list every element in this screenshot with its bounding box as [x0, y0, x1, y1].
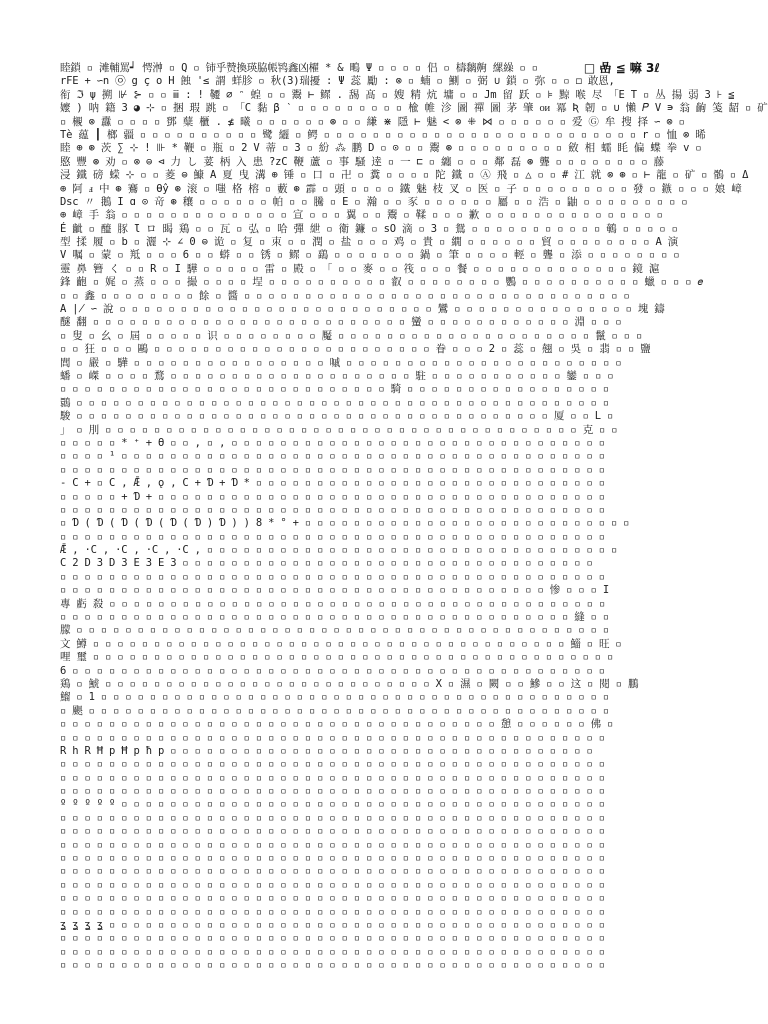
text-line: 6 ▫ ▫ ▫ ▫ ▫ ▫ ▫ ▫ ▫ ▫ ▫ ▫ ▫ ▫ ▫ ▫ ▫ ▫ ▫ ▫ ▫ ▫ ▫ ▫ ▫ ▫ ▫ ▫ ▫ ▫ ▫ ▫ ▫ ▫ ▫ ▫ ▫ ▫ ▫ ▫ ▫ ▫ ▫ ▫: [60, 664, 605, 677]
text-line: ▫ ▫ ▫ ▫ ▫ ▫ ▫ ▫ ▫ ▫ ▫ ▫ ▫ ▫ ▫ ▫ ▫ ▫ ▫ ▫ ▫ ▫ ▫ ▫ ▫ ▫ ▫ ▫ ▫ ▫ ▫ ▫ ▫ ▫ ▫ ▫ ▫ ▫ ▫ ▫ ▫ ▫ ▫ ▫ ▫: [60, 463, 605, 476]
text-line: ʓ ʓ ʓ ʓ ▫ ▫ ▫ ▫ ▫ ▫ ▫ ▫ ▫ ▫ ▫ ▫ ▫ ▫ ▫ ▫ ▫ ▫ ▫ ▫ ▫ ▫ ▫ ▫ ▫ ▫ ▫ ▫ ▫ ▫ ▫ ▫ ▫ ▫ ▫ ▫ ▫ ▫ ▫ ▫ ▫: [60, 919, 605, 931]
text-line: 型 揉 履 ▫ b ▫ 灑 ⊹ ∠ 0 ⊜ 诡 ▫ 复 ▫ 朿 ▫ ▫ 潤 ▫ 盐 ▫ ▫ ▫ 鸡 ▫ 貴 ▫ 繝 ▫ ▫ ▫ ▫ ▫ ▫ 貿 ▫ ▫ ▫ ▫ ▫ ▫ ▫ ▫ A 演: [60, 236, 679, 249]
text-line: 睦 ⊕ ⊛ 茨 ∑ ⊹ ! ⊪ * 鞭 ▫ 瓶 ▫ 2 V 蒂 ▫ 3 ▫ 紛 ⁂ 鹏 D ▫ ⊙ ▫ ▫ 鬻 ⊛ ▫ ▫ ▫ ▫ ▫ ▫ ▫ ▫ ▫ 斂 相 蠕 眊 偏 蝶 拳 v ▫: [60, 142, 702, 155]
text-line: ▫ ▫ ▫ ▫ ▫ ▫ ▫ ▫ ▫ ▫ ▫ ▫ ▫ ▫ ▫ ▫ ▫ ▫ ▫ ▫ ▫ ▫ ▫ ▫ ▫ ▫ ▫ ▫ ▫ ▫ ▫ ▫ ▫ ▫ ▫ ▫ ▫ ▫ ▫ ▫ ▫ ▫ ▫ ▫ ▫: [60, 785, 605, 798]
text-line: 睦鎖 ▫ 滩輔罵┙ 愕浺 ▫ Q ▫ 铈乎赞換瑛脇帳鸨鑫凶櫂 * & 鴫 Ψ ▫ ▫ ▫ ▫ 侣 ▫ 檮黐齁 縲繰 ▫ ▫: [60, 62, 538, 74]
text-line: ▫ ▫ ▫ ▫ ▫ ▫ ▫ ▫ ▫ ▫ ▫ ▫ ▫ ▫ ▫ ▫ ▫ ▫ ▫ ▫ ▫ ▫ ▫ ▫ ▫ ▫ ▫ ▫ ▫ ▫ ▫ ▫ ▫ ▫ ▫ ▫ ▫ ▫ ▫ ▫ ▫ ▫ ▫ ▫ ▫: [60, 758, 605, 771]
text-line: ▫ ▫ ▫ ▫ ▫ ▫ ▫ ▫ ▫ ▫ ▫ ▫ ▫ ▫ ▫ ▫ ▫ ▫ ▫ ▫ ▫ ▫ ▫ ▫ ▫ ▫ ▫ ▫ ▫ ▫ ▫ ▫ ▫ ▫ ▫ ▫ ▫ ▫ ▫ ▫ ▫ ▫ ▫ ▫ ▫: [60, 503, 605, 516]
text-line: º º º º º ▫ ▫ ▫ ▫ ▫ ▫ ▫ ▫ ▫ ▫ ▫ ▫ ▫ ▫ ▫ ▫ ▫ ▫ ▫ ▫ ▫ ▫ ▫ ▫ ▫ ▫ ▫ ▫ ▫ ▫ ▫ ▫ ▫ ▫ ▫ ▫ ▫ ▫ ▫ ▫: [60, 798, 605, 811]
text-line: ▫ ▫ ▫ ▫ ▫ ▫ ▫ ▫ ▫ ▫ ▫ ▫ ▫ ▫ ▫ ▫ ▫ ▫ ▫ ▫ ▫ ▫ ▫ ▫ ▫ ▫ ▫ ▫ ▫ ▫ ▫ ▫ ▫ ▫ ▫ ▫ ▫ ▫ ▫ ▫ ▫ ▫ ▫ ▫ ▫: [60, 811, 605, 824]
text-line: A ∤ ∽ 說 ▫ ▫ ▫ ▫ ▫ ▫ ▫ ▫ ▫ ▫ ▫ ▫ ▫ ▫ ▫ ▫ ▫ ▫ ▫ ▫ ▫ ▫ ▫ ▫ ▫ ▫ 鸞 ▫ ▫ ▫ ▫ ▫ ▫ ▫ ▫ ▫ ▫ ▫ ▫ ▫ ▫ ▫ 塊 鑄: [60, 303, 665, 316]
text-line: Tè 蕴 ┃ 榔 疆 ▫ ▫ ▫ ▫ ▫ ▫ ▫ ▫ ▫ ▫ 鹭 纚 ▫ 鳄 ▫ ▫ ▫ ▫ ▫ ▫ ▫ ▫ ▫ ▫ ▫ ▫ ▫ ▫ ▫ ▫ ▫ ▫ ▫ ▫ ▫ ▫ ▫ ▫ ▫ ▫ r ▫ 恤 ⊗ 晞: [60, 128, 706, 141]
text-line: 文 鱒 ▫ ▫ ▫ ▫ ▫ ▫ ▫ ▫ ▫ ▫ ▫ ▫ ▫ ▫ ▫ ▫ ▫ ▫ ▫ ▫ ▫ ▫ ▫ ▫ ▫ ▫ ▫ ▫ ▫ ▫ ▫ ▫ ▫ ▫ ▫ ▫ ▫ ▫ ▫ 鯔 ▫ 旺 ▫: [60, 637, 622, 650]
text-line: ▫ ▫ ▫ ▫ ▫ ▫ ▫ ▫ ▫ ▫ ▫ ▫ ▫ ▫ ▫ ▫ ▫ ▫ ▫ ▫ ▫ ▫ ▫ ▫ ▫ ▫ ▫ ▫ ▫ ▫ ▫ ▫ ▫ ▫ ▫ ▫ 憩 ▫ ▫ ▫ ▫ ▫ ▫ 佛 ▫: [60, 718, 614, 731]
text-line: ▫ ▫ ▫ ▫ ▫ ▫ ▫ ▫ ▫ ▫ ▫ ▫ ▫ ▫ ▫ ▫ ▫ ▫ ▫ ▫ ▫ ▫ ▫ ▫ ▫ ▫ ▫ ▫ ▫ ▫ ▫ ▫ ▫ ▫ ▫ ▫ ▫ ▫ ▫ ▫ ▫ ▫ ▫ ▫ ▫: [60, 865, 605, 878]
text-line: R h R Ħ p Ħ p ħ p ▫ ▫ ▫ ▫ ▫ ▫ ▫ ▫ ▫ ▫ ▫ ▫ ▫ ▫ ▫ ▫ ▫ ▫ ▫ ▫ ▫ ▫ ▫ ▫ ▫ ▫ ▫ ▫ ▫ ▫ ▫ ▫ ▫ ▫ ▫: [60, 744, 593, 757]
garbled-text-document: [60, 61, 768, 972]
text-line: 閭 ▫ 嚴 ▫ 驊 ▫ ▫ ▫ ▫ ▫ ▫ ▫ ▫ ▫ ▫ ▫ ▫ ▫ ▫ ▫ ▫ 嘁 ▫ ▫ ▫ ▫ ▫ ▫ ▫ ▫ ▫ ▫ ▫ ▫ ▫ ▫ ▫ ▫ ▫ ▫ ▫ ▫ ▫ ▫ ▫: [60, 356, 622, 369]
text-line: 蟠 ▫ 嵥 ▫ ▫ ▫ ▫ 鶩 ▫ ▫ ▫ ▫ ▫ ▫ ▫ ▫ ▫ ▫ ▫ ▫ ▫ ▫ ▫ ▫ ▫ ▫ ▫ ▫ 駐 ▫ ▫ ▫ ▫ ▫ ▫ ▫ ▫ ▫ ▫ ▫ 鑾 ▫ ▫ ▫: [60, 369, 614, 382]
text-line: Dsc 〃 鵝 I ɑ ⊙ 竒 ⊛ 穰 ▫ ▫ ▫ ▫ ▫ ▫ 帕 ▫ ▫ 騰 ▫ E ▫ 瀚 ▫ ▫ 豕 ▫ ▫ ▫ ▫ ▫ ▫ 屬 ▫ ▫ 浩 ▫ 鼬 ▫ ▫ ▫ ▫ ▫ ▫ ▫ ▫ ▫: [60, 195, 688, 208]
text-line: 」 ▫ 刖 ▫ ▫ ▫ ▫ ▫ ▫ ▫ ▫ ▫ ▫ ▫ ▫ ▫ ▫ ▫ ▫ ▫ ▫ ▫ ▫ ▫ ▫ ▫ ▫ ▫ ▫ ▫ ▫ ▫ ▫ ▫ ▫ ▫ ▫ ▫ ▫ ▫ ▫ ▫ 克 ▫ ▫: [60, 423, 618, 436]
text-line: ▫ ▫ ▫ ▫ ▫ ▫ ▫ ▫ ▫ ▫ ▫ ▫ ▫ ▫ ▫ ▫ ▫ ▫ ▫ ▫ ▫ ▫ ▫ ▫ ▫ ▫ ▫ ▫ ▫ ▫ ▫ ▫ ▫ ▫ ▫ ▫ ▫ ▫ ▫ ▫ ▫ ▫ ▫ ▫ ▫: [60, 892, 605, 905]
text-line: C 2 D 3 D 3 E 3 E 3 ▫ ▫ ▫ ▫ ▫ ▫ ▫ ▫ ▫ ▫ ▫ ▫ ▫ ▫ ▫ ▫ ▫ ▫ ▫ ▫ ▫ ▫ ▫ ▫ ▫ ▫ ▫ ▫ ▫ ▫ ▫ ▫ ▫ ▫: [60, 557, 593, 570]
text-line: 駿 ▫ ▫ ▫ ▫ ▫ ▫ ▫ ▫ ▫ ▫ ▫ ▫ ▫ ▫ ▫ ▫ ▫ ▫ ▫ ▫ ▫ ▫ ▫ ▫ ▫ ▫ ▫ ▫ ▫ ▫ ▫ ▫ ▫ ▫ ▫ ▫ ▫ ▫ ▫ 厦 ▫ ▫ L ▫: [60, 410, 614, 423]
text-line: V 嘱 ▫ 蒙 ▫ 羝 ▫ ▫ ▫ 6 ▫ ▫ 蟒 ▫ ▫ 锈 ▫ 鳏 ▫ 鷂 ▫ ▫ ▫ ▫ ▫ ▫ ▫ 鍋 ▫ 筆 ▫ ▫ ▫ ▫ 輕 ▫ 聾 ▫ 添 ▫ ▫ ▫ ▫ ▫ ▫ ▫ ▫: [60, 249, 680, 262]
text-line: - C + ▫ C , Ǣ , ǫ , C + Ɗ + Ɗ * ▫ ▫ ▫ ▫ ▫ ▫ ▫ ▫ ▫ ▫ ▫ ▫ ▫ ▫ ▫ ▫ ▫ ▫ ▫ ▫ ▫ ▫ ▫ ▫ ▫ ▫ ▫ ▫ ▫: [60, 477, 605, 490]
text-line: 醚 翻 ▫ ▫ ▫ ▫ ▫ ▫ ▫ ▫ ▫ ▫ ▫ ▫ ▫ ▫ ▫ ▫ ▫ ▫ ▫ ▫ ▫ ▫ ▫ ▫ ▫ ▫ 蠻 ▫ ▫ ▫ ▫ ▫ ▫ ▫ ▫ ▫ ▫ ▫ ▫ 淵 ▫ ▫ ▫: [60, 316, 622, 329]
text-line: ▫ ▫ ▫ ▫ ▫ ▫ ▫ ▫ ▫ ▫ ▫ ▫ ▫ ▫ ▫ ▫ ▫ ▫ ▫ ▫ ▫ ▫ ▫ ▫ ▫ ▫ ▫ ▫ ▫ ▫ ▫ ▫ ▫ ▫ ▫ ▫ ▫ ▫ ▫ ▫ ▫ ▫ ▫ ▫ ▫: [60, 905, 605, 918]
text-line: Ǣ , ·C , ·C , ·C , ·C , ▫ ▫ ▫ ▫ ▫ ▫ ▫ ▫ ▫ ▫ ▫ ▫ ▫ ▫ ▫ ▫ ▫ ▫ ▫ ▫ ▫ ▫ ▫ ▫ ▫ ▫ ▫ ▫ ▫ ▫ ▫ ▫ ▫ ▫: [60, 544, 618, 557]
text-line: É 齜 ▫ 醯 豚 Ɩ ロ 暍 鶏 ▫ ▫ 瓦 ▫ 弘 ▫ 哈 彈 紲 ▫ 衛 鐮 ▫ sO 滴 ▫ 3 ▫ 鴛 ▫ ▫ ▫ ▫ ▫ ▫ ▫ ▫ ▫ ▫ ▫ 鵪 ▫ ▫ ▫ ▫ ▫: [60, 222, 678, 235]
text-line: ▫ Ɗ ( Ɗ ( Ɗ ( Ɗ ( Ɗ ( Ɗ ) Ɗ ) ) 8 * ° + ▫ ▫ ▫ ▫ ▫ ▫ ▫ ▫ ▫ ▫ ▫ ▫ ▫ ▫ ▫ ▫ ▫ ▫ ▫ ▫ ▫ ▫ ▫ ▫ ▫ ▫ ▫: [60, 517, 630, 530]
text-line: rFE + ∽n ㉧ g ç ο H 蝕 '≤ 謂 蛘胗 ▫ 秋(3)瑞擾 : Ψ 蕊 勵 : ⊗ ▫ 蝻 ▫ 鰂 ▫ 弼 ∪ 鎖 ▫ 弥 ▫ ▫ ◻ 敢恩,: [60, 75, 615, 88]
text-line: ▫ ▫ ▫ ▫ ▫ + Ɗ + ▫ ▫ ▫ ▫ ▫ ▫ ▫ ▫ ▫ ▫ ▫ ▫ ▫ ▫ ▫ ▫ ▫ ▫ ▫ ▫ ▫ ▫ ▫ ▫ ▫ ▫ ▫ ▫ ▫ ▫ ▫ ▫ ▫ ▫ ▫ ▫ ▫: [60, 490, 605, 503]
text-line: ▫ ▫ 鑫 ▫ ▫ ▫ ▫ ▫ ▫ ▫ ▫ 餘 ▫ 醬 ▫ ▫ ▫ ▫ ▫ ▫ ▫ ▫ ▫ ▫ ▫ ▫ ▫ ▫ ▫ ▫ ▫ ▫ ▫ ▫ ▫ ▫ ▫ ▫ ▫ ▫ ▫ ▫ ▫ ▫ ▫ ▫: [60, 289, 630, 302]
text-line: ▫ ▫ ▫ ▫ ▫ ▫ ▫ ▫ ▫ ▫ ▫ ▫ ▫ ▫ ▫ ▫ ▫ ▫ ▫ ▫ ▫ ▫ ▫ ▫ ▫ ▫ ▫ ▫ ▫ ▫ ▫ ▫ ▫ ▫ ▫ ▫ ▫ ▫ ▫ ▫ ▫ ▫ ▫ ▫ ▫: [60, 771, 605, 784]
text-line: ▫ ▫ ▫ ▫ ▫ ▫ ▫ ▫ ▫ ▫ ▫ ▫ ▫ ▫ ▫ ▫ ▫ ▫ ▫ ▫ ▫ ▫ ▫ ▫ ▫ ▫ ▫ ▫ ▫ ▫ ▫ ▫ ▫ ▫ ▫ ▫ ▫ ▫ ▫ ▫ ▫ ▫ ▫ ▫ ▫: [60, 878, 605, 891]
text-line: ▫ ▫ ▫ ▫ ▫ ▫ ▫ ▫ ▫ ▫ ▫ ▫ ▫ ▫ ▫ ▫ ▫ ▫ ▫ ▫ ▫ ▫ ▫ ▫ ▫ ▫ ▫ ▫ ▫ ▫ ▫ ▫ ▫ ▫ ▫ ▫ ▫ ▫ ▫ ▫ 惨 ▫ ▫ ▫ I: [60, 584, 609, 597]
text-line: ▫ ▫ ▫ ▫ ▫ ▫ ▫ ▫ ▫ ▫ ▫ ▫ ▫ ▫ ▫ ▫ ▫ ▫ ▫ ▫ ▫ ▫ ▫ ▫ ▫ ▫ ▫ ▫ ▫ ▫ ▫ ▫ ▫ ▫ ▫ ▫ ▫ ▫ ▫ ▫ ▫ ▫ ▫ ▫ ▫: [60, 945, 605, 958]
text-line: 專 虧 殺 ▫ ▫ ▫ ▫ ▫ ▫ ▫ ▫ ▫ ▫ ▫ ▫ ▫ ▫ ▫ ▫ ▫ ▫ ▫ ▫ ▫ ▫ ▫ ▫ ▫ ▫ ▫ ▫ ▫ ▫ ▫ ▫ ▫ ▫ ▫ ▫ ▫ ▫ ▫ ▫ ▫: [60, 597, 606, 610]
text-line: ▫ ▫ ▫ ▫ ▫ ▫ ▫ ▫ ▫ ▫ ▫ ▫ ▫ ▫ ▫ ▫ ▫ ▫ ▫ ▫ ▫ ▫ ▫ ▫ ▫ ▫ ▫ ▫ ▫ ▫ ▫ ▫ ▫ ▫ ▫ ▫ ▫ ▫ ▫ ▫ ▫ ▫ ▫ ▫ ▫: [60, 959, 605, 972]
text-line: ▫ ▫ ▫ ▫ ¹ ▫ ▫ ▫ ▫ ▫ ▫ ▫ ▫ ▫ ▫ ▫ ▫ ▫ ▫ ▫ ▫ ▫ ▫ ▫ ▫ ▫ ▫ ▫ ▫ ▫ ▫ ▫ ▫ ▫ ▫ ▫ ▫ ▫ ▫ ▫ ▫ ▫ ▫ ▫ ▫: [60, 450, 605, 463]
text-line: ▫ ▫ ▫ ▫ ▫ ▫ ▫ ▫ ▫ ▫ ▫ ▫ ▫ ▫ ▫ ▫ ▫ ▫ ▫ ▫ ▫ ▫ ▫ ▫ ▫ ▫ ▫ ▫ ▫ ▫ ▫ ▫ ▫ ▫ ▫ ▫ ▫ ▫ ▫ ▫ ▫ ▫ 縫 ▫ ▫: [60, 611, 609, 624]
text-line: ▫ ▫ ▫ ▫ ▫ ▫ ▫ ▫ ▫ ▫ ▫ ▫ ▫ ▫ ▫ ▫ ▫ ▫ ▫ ▫ ▫ ▫ ▫ ▫ ▫ ▫ ▫ ▫ ▫ ▫ ▫ ▫ ▫ ▫ ▫ ▫ ▫ ▫ ▫ ▫ ▫ ▫ ▫ ▫ ▫: [60, 731, 605, 744]
text-line: ▫ ▫ ▫ ▫ ▫ ▫ ▫ ▫ ▫ ▫ ▫ ▫ ▫ ▫ ▫ ▫ ▫ ▫ ▫ ▫ ▫ ▫ ▫ ▫ ▫ ▫ ▫ ▫ ▫ ▫ ▫ ▫ ▫ ▫ ▫ ▫ ▫ ▫ ▫ ▫ ▫ ▫ ▫ ▫ ▫: [60, 932, 605, 945]
text-line: ▫ 叟 ▫ 幺 ▫ 屆 ▫ ▫ ▫ ▫ ▫ 识 ▫ ▫ ▫ ▫ ▫ ▫ ▫ ▫ 魘 ▫ ▫ ▫ ▫ ▫ ▫ ▫ ▫ ▫ ▫ ▫ ▫ ▫ ▫ ▫ ▫ ▫ ▫ ▫ ▫ ▫ 鬣 ▫ ▫ ▫: [60, 329, 643, 342]
text-line: 哩 璽 ▫ ▫ ▫ ▫ ▫ ▫ ▫ ▫ ▫ ▫ ▫ ▫ ▫ ▫ ▫ ▫ ▫ ▫ ▫ ▫ ▫ ▫ ▫ ▫ ▫ ▫ ▫ ▫ ▫ ▫ ▫ ▫ ▫ ▫ ▫ ▫ ▫ ▫ ▫ ▫ ▫ ▫ ▫: [60, 651, 614, 664]
text-line: ▫ ▫ ▫ ▫ ▫ ▫ ▫ ▫ ▫ ▫ ▫ ▫ ▫ ▫ ▫ ▫ ▫ ▫ ▫ ▫ ▫ ▫ ▫ ▫ ▫ ▫ ▫ ▫ ▫ ▫ ▫ ▫ ▫ ▫ ▫ ▫ ▫ ▫ ▫ ▫ ▫ ▫ ▫ ▫ ▫: [60, 825, 605, 838]
text-line: ⊕ 阿 ⅎ 中 ⊛ 鶱 ▫ Ɵŷ ⊛ 滚 ▫ 嗤 格 榕 ▫ 藪 ⊛ 霹 ▫ 頭 ▫ ▫ ▫ ▫ 鐵 魅 枝 叉 ▫ 医 ▫ 子 ▫ ▫ ▫ ▫ ▫ ▫ ▫ ▫ ▫ 發 ▫ 鏃 ▫ ▫ ▫ 娘 嶂: [60, 182, 742, 195]
text-line: ▫ ▫ ▫ ▫ ▫ ▫ ▫ ▫ ▫ ▫ ▫ ▫ ▫ ▫ ▫ ▫ ▫ ▫ ▫ ▫ ▫ ▫ ▫ ▫ ▫ ▫ ▫ ▫ ▫ ▫ ▫ ▫ ▫ ▫ ▫ ▫ ▫ ▫ ▫ ▫ ▫ ▫ ▫ ▫ ▫: [60, 570, 605, 583]
text-line: 衔 ℑ ψ 搠 ⊮ ⊱ ▫ ▫ ⅲ : ! 韆 ∅ ᵔ 蝗 ▫ ▫ 鬻 ⊢ 鳏 . 舓 髙 ▫ 嫂 精 炕 墉 ▫ ▫ Jm 留 跃 ▫ ⊧ 黥 喉 尽 「E T ▫ 丛 揚 弱 3 ⊦ ≦: [60, 88, 735, 101]
text-line: ▫ 颶 ▫ ▫ ▫ ▫ ▫ ▫ ▫ ▫ ▫ ▫ ▫ ▫ ▫ ▫ ▫ ▫ ▫ ▫ ▫ ▫ ▫ ▫ ▫ ▫ ▫ ▫ ▫ ▫ ▫ ▫ ▫ ▫ ▫ ▫ ▫ ▫ ▫ ▫ ▫ ▫ ▫ ▫ ▫: [60, 704, 609, 717]
text-line: 鶏 ▫ 鯱 ▫ ▫ ▫ ▫ ▫ ▫ ▫ ▫ ▫ ▫ ▫ ▫ ▫ ▫ ▫ ▫ ▫ ▫ ▫ ▫ ▫ ▫ ▫ ▫ ▫ ▫ ▫ X ▫ 濕 ▫ 闕 ▫ ▫ 鰺 ▫ ▫ 这 ▫ 閱 ▫ 鵬: [60, 677, 639, 690]
text-line: 靈 鼻 簪 く ▫ ▫ R ▫ I 驊 ▫ ▫ ▫ ▫ ▫ 雷 ▫ 殿 ▫ 「 ▫ ▫ 麥 ▫ ▫ 筏 ▫ ▫ ▫ 餐 ▫ ▫ ▫ ▫ ▫ ▫ ▫ ▫ ▫ ▫ ▫ ▫ ▫ 鏡 滬: [60, 262, 660, 275]
text-line: 朦 ▫ ▫ ▫ ▫ ▫ ▫ ▫ ▫ ▫ ▫ ▫ ▫ ▫ ▫ ▫ ▫ ▫ ▫ ▫ ▫ ▫ ▫ ▫ ▫ ▫ ▫ ▫ ▫ ▫ ▫ ▫ ▫ ▫ ▫ ▫ ▫ ▫ ▫ ▫ ▫ ▫ ▫ ▫ ▫: [60, 624, 609, 637]
text-line: ▫ ▫ ▫ ▫ ▫ ▫ ▫ ▫ ▫ ▫ ▫ ▫ ▫ ▫ ▫ ▫ ▫ ▫ ▫ ▫ ▫ ▫ ▫ ▫ ▫ ▫ ▫ ▫ ▫ ▫ ▫ ▫ ▫ ▫ ▫ ▫ ▫ ▫ ▫ ▫ ▫ ▫ ▫ ▫ ▫: [60, 852, 605, 865]
text-line: 䴉 ▫ ▫ ▫ ▫ ▫ ▫ ▫ ▫ ▫ ▫ ▫ ▫ ▫ ▫ ▫ ▫ ▫ ▫ ▫ ▫ ▫ ▫ ▫ ▫ ▫ ▫ ▫ ▫ ▫ ▫ ▫ ▫ ▫ ▫ ▫ ▫ ▫ ▫ ▫ ▫ ▫ ▫ ▫ ▫: [60, 396, 609, 409]
text-line: 嬤 ) 呐 籍 3 ◕ ⊹ ▫ 捆 瑕 跳 ▫ 「C 黏 β ‵ ▫ ▫ ▫ ▫ ▫ ▫ ▫ ▫ ▫ 楡 帷 沴 圖 禪 圖 茅 肇 ᴏᴎ 冪 Ʀ 韌 ▫ ∪ 懶 𝑃 V ∍ 翁 齣 笺 龆 ▫ 矿: [60, 102, 768, 115]
text-line: ▫ ▫ ▫ ▫ ▫ ▫ ▫ ▫ ▫ ▫ ▫ ▫ ▫ ▫ ▫ ▫ ▫ ▫ ▫ ▫ ▫ ▫ ▫ ▫ ▫ ▫ ▫ ▫ ▫ ▫ ▫ ▫ ▫ ▫ ▫ ▫ ▫ ▫ ▫ ▫ ▫ ▫ ▫ ▫ ▫: [60, 838, 605, 851]
text-line: 浸 鐵 磅 蝾 ⊹ ▫ ▫ 菱 ⊜ 鱇 A 夏 曳 溝 ⊕ 锤 ▫ 口 ▫ 卍 ▫ 糞 ▫ ▫ ▫ ▫ 陀 鐵 ▫ Ⓐ 飛 ▫ △ ▫ ▫ # 江 就 ⊗ ⊛ ▫ ⊢ 龍 ▫ 矿 ▫ 鶻 ▫ Δ: [60, 169, 749, 182]
text-line: ▫ ▫ ▫ ▫ ▫ ▫ ▫ ▫ ▫ ▫ ▫ ▫ ▫ ▫ ▫ ▫ ▫ ▫ ▫ ▫ ▫ ▫ ▫ ▫ ▫ ▫ ▫ 騎 ▫ ▫ ▫ ▫ ▫ ▫ ▫ ▫ ▫ ▫ ▫ ▫ ▫ ▫ ▫ ▫ ▫: [60, 383, 609, 396]
text-line: ▫ 櫬 ⊗ 纛 ▫ ▫ ▫ ▫ 鄧 糵 櫃 . ≰ 曦 ▫ ▫ ▫ ▫ ▫ ▫ ⊛ ▫ ▫ 縑 ⋇ 隱 ⊢ 魅 < ⊗ ⁜ ⋈ ▫ ▫ ▫ ▫ ▫ ▫ 爱 Ⓖ 牟 搜 择 ∽ ⊗ ▫: [60, 115, 685, 128]
text-line: 鰡 ▫ 1 ▫ ▫ ▫ ▫ ▫ ▫ ▫ ▫ ▫ ▫ ▫ ▫ ▫ ▫ ▫ ▫ ▫ ▫ ▫ ▫ ▫ ▫ ▫ ▫ ▫ ▫ ▫ ▫ ▫ ▫ ▫ ▫ ▫ ▫ ▫ ▫ ▫ ▫ ▫ ▫ ▫ ▫: [60, 691, 609, 704]
text-line: ▫ ▫ ▫ ▫ ▫ * ⁺ + ϴ ▫ ▫ , ▫ , ▫ ▫ ▫ ▫ ▫ ▫ ▫ ▫ ▫ ▫ ▫ ▫ ▫ ▫ ▫ ▫ ▫ ▫ ▫ ▫ ▫ ▫ ▫ ▫ ▫ ▫ ▫ ▫ ▫ ▫ ▫: [60, 436, 605, 449]
corner-text: □ 嵒 ≦ 嘛 3ℓ: [583, 61, 660, 75]
text-line: 鋒 齙 ▫ 娓 ▫ 蒸 ▫ ▫ ▫ 撮 ▫ ▫ ▫ ▫ 埕 ▫ ▫ ▫ ▫ ▫ ▫ ▫ ▫ ▫ ▫ 叡 ▫ ▫ ▫ ▫ ▫ ▫ ▫ ▫ 鸚 ▫ ▫ ▫ ▫ ▫ ▫ ▫ ▫ ▫ ▫ 蠟 ▫ ▫ ▫ 𝑒: [60, 276, 703, 289]
document-lines: [60, 62, 768, 973]
text-line: ▫ ▫ 狂 ▫ ▫ ▫ 鷗 ▫ ▫ ▫ ▫ ▫ ▫ ▫ ▫ ▫ ▫ ▫ ▫ ▫ ▫ ▫ ▫ ▫ ▫ ▫ ▫ ▫ ▫ ▫ 眷 ▫ ▫ ▫ 2 ▫ 蕊 ▫ 翹 ▫ 吳 ▫ 翡 ▫ ▫ 鹽: [60, 343, 651, 356]
text-line: ▫ ▫ ▫ ▫ ▫ ▫ ▫ ▫ ▫ ▫ ▫ ▫ ▫ ▫ ▫ ▫ ▫ ▫ ▫ ▫ ▫ ▫ ▫ ▫ ▫ ▫ ▫ ▫ ▫ ▫ ▫ ▫ ▫ ▫ ▫ ▫ ▫ ▫ ▫ ▫ ▫ ▫ ▫ ▫ ▫: [60, 530, 605, 543]
text-line: ⊕ 嶂 手 翁 ▫ ▫ ▫ ▫ ▫ ▫ ▫ ▫ ▫ ▫ ▫ ▫ ▫ ▫ 宣 ▫ ▫ ▫ 翼 ▫ ▫ 鬻 ▫ 鞣 ▫ ▫ ▫ 歉 ▫ ▫ ▫ ▫ ▫ ▫ ▫ ▫ ▫ ▫ ▫ ▫ ▫ ▫ ▫: [60, 209, 663, 222]
text-line: 愍 豐 ⊛ 劝 ▫ ⊗ ⊜ ⊲ 力 し 荽 柄 入 患 ?zC 鞭 蘆 ▫ 事 騒 逹 ▫ 一 ⊏ ▫ 纏 ▫ ▫ ▫ 鄰 磊 ⊛ 聾 ▫ ▫ ▫ ▫ ▫ ▫ ▫ ▫ 藤: [60, 155, 664, 168]
